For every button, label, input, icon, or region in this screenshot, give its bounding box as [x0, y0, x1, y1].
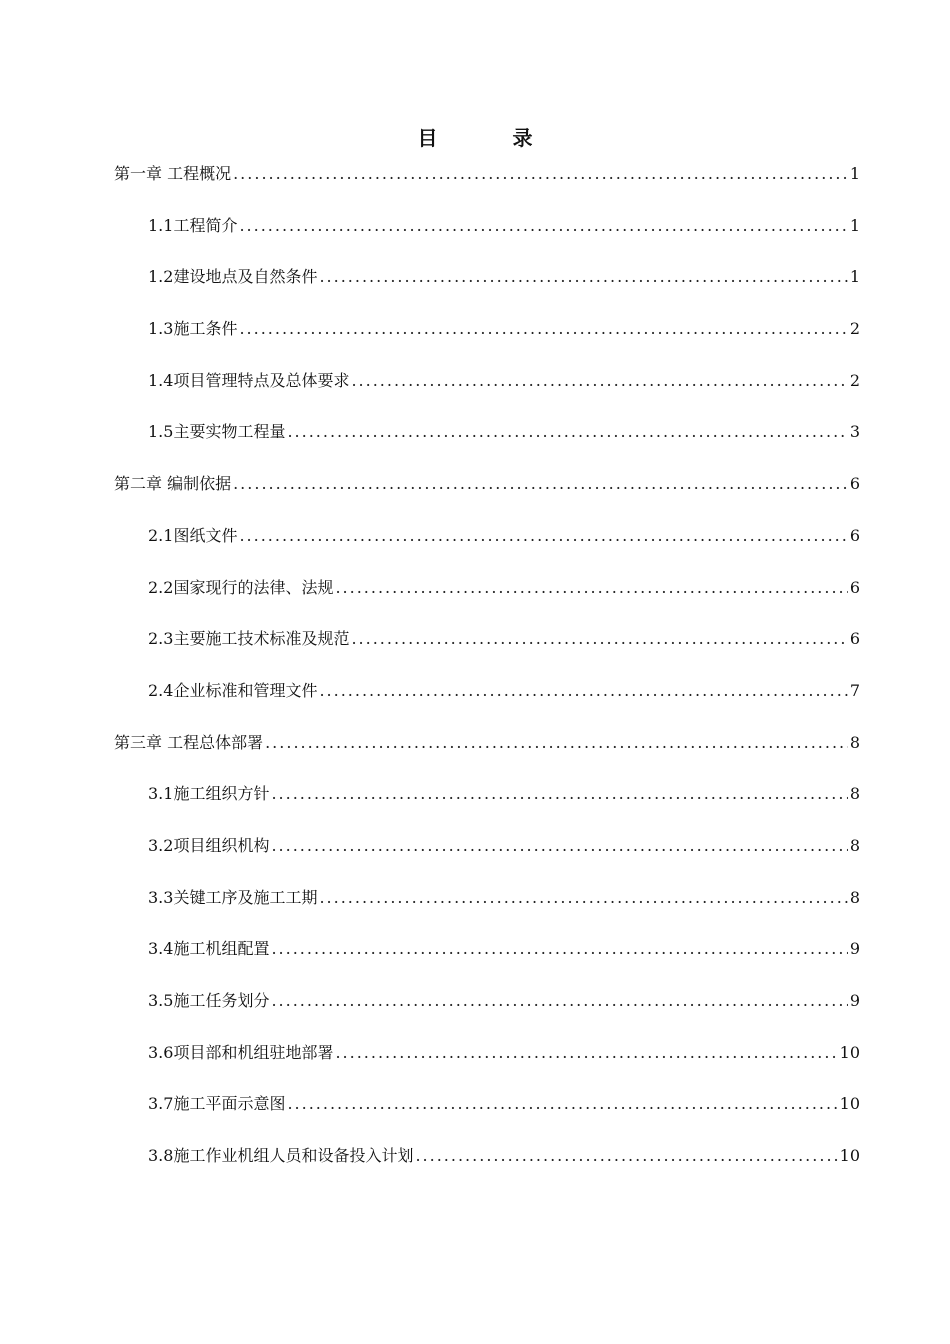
toc-entry-label: 2.2国家现行的法律、法规 [148, 577, 334, 597]
toc-dot-leader [319, 886, 847, 910]
toc-title: 目 录 [417, 126, 567, 150]
toc-section-entry[interactable] [114, 1144, 860, 1196]
toc-page-number: 8 [849, 784, 860, 804]
toc-page-number: 1 [849, 164, 860, 183]
toc-section-entry[interactable] [114, 214, 860, 266]
toc-dot-leader [319, 265, 847, 289]
toc-section-entry[interactable] [114, 886, 860, 938]
toc-entry-label: 2.4企业标准和管理文件 [148, 680, 318, 700]
toc-page-number: 1 [849, 267, 860, 287]
toc-section-entry[interactable] [114, 834, 860, 886]
toc-page-number: 3 [849, 422, 860, 442]
toc-page-number: 10 [839, 1094, 860, 1114]
toc-page-number: 2 [849, 370, 860, 390]
toc-section-entry[interactable] [114, 1092, 860, 1144]
toc-page-number: 6 [849, 577, 860, 597]
toc-page-number: 1 [849, 215, 860, 235]
toc-entry-label: 第三章 工程总体部署 [114, 732, 264, 752]
toc-page-number: 2 [849, 319, 860, 339]
toc-chapter-entry[interactable] [114, 162, 860, 214]
toc-entry-label: 3.2项目组织机构 [148, 835, 270, 855]
toc-section-entry[interactable] [114, 576, 860, 628]
toc-page-number: 9 [849, 991, 860, 1010]
toc-entry-label: 1.5主要实物工程量 [148, 422, 286, 442]
toc-section-entry[interactable] [114, 989, 860, 1041]
toc-page-number: 6 [849, 629, 860, 649]
toc-entry-label: 第一章 工程概况 [114, 164, 232, 183]
toc-dot-leader [415, 1144, 837, 1168]
toc-dot-leader [233, 472, 848, 496]
toc-entry-label: 3.8施工作业机组人员和设备投入计划 [148, 1146, 414, 1166]
toc-page-number: 7 [849, 680, 860, 700]
toc-section-entry[interactable] [114, 782, 860, 834]
toc-page-number: 9 [849, 939, 860, 959]
toc-entry-label: 3.1施工组织方针 [148, 784, 270, 804]
toc-dot-leader [351, 627, 847, 651]
toc-section-entry[interactable] [114, 1041, 860, 1093]
toc-section-entry[interactable] [114, 265, 860, 317]
toc-entry-label: 3.3关键工序及施工工期 [148, 887, 318, 907]
toc-dot-leader [351, 369, 847, 393]
toc-dot-leader [271, 989, 847, 1013]
toc-entry-label: 1.1工程简介 [148, 215, 238, 235]
toc-dot-leader [287, 420, 847, 444]
toc-entry-label: 1.3施工条件 [148, 319, 238, 339]
toc-chapter-entry[interactable] [114, 472, 860, 524]
toc-dot-leader [271, 937, 847, 961]
toc-dot-leader [271, 782, 847, 806]
toc-entry-label: 3.4施工机组配置 [148, 939, 270, 959]
toc-page-number: 6 [849, 474, 860, 494]
toc-dot-leader [271, 834, 847, 858]
toc-section-entry[interactable] [114, 369, 860, 421]
toc-dot-leader [335, 576, 847, 600]
toc-list [114, 162, 860, 1196]
toc-page-number: 10 [839, 1146, 860, 1166]
toc-page-number: 8 [849, 835, 860, 855]
toc-entry-label: 3.6项目部和机组驻地部署 [148, 1042, 334, 1062]
toc-page-number: 8 [849, 887, 860, 907]
toc-page-number: 6 [849, 525, 860, 545]
toc-entry-label: 第二章 编制依据 [114, 474, 232, 494]
toc-dot-leader [265, 731, 848, 755]
toc-dot-leader [239, 317, 847, 341]
toc-dot-leader [319, 679, 847, 703]
toc-dot-leader [287, 1092, 837, 1116]
toc-entry-label: 1.2建设地点及自然条件 [148, 267, 318, 287]
toc-entry-label: 2.3主要施工技术标准及规范 [148, 629, 350, 649]
toc-entry-label: 2.1图纸文件 [148, 525, 238, 545]
toc-dot-leader [239, 214, 847, 238]
toc-dot-leader [239, 524, 847, 548]
toc-entry-label: 3.5施工任务划分 [148, 991, 270, 1010]
toc-section-entry[interactable] [114, 937, 860, 989]
toc-page-number: 10 [839, 1042, 860, 1062]
toc-section-entry[interactable] [114, 627, 860, 679]
toc-section-entry[interactable] [114, 317, 860, 369]
toc-section-entry[interactable] [114, 420, 860, 472]
toc-page-number: 8 [849, 732, 860, 752]
toc-section-entry[interactable] [114, 524, 860, 576]
toc-entry-label: 3.7施工平面示意图 [148, 1094, 286, 1114]
toc-chapter-entry[interactable] [114, 731, 860, 783]
toc-dot-leader [233, 162, 848, 186]
toc-section-entry[interactable] [114, 679, 860, 731]
toc-entry-label: 1.4项目管理特点及总体要求 [148, 370, 350, 390]
toc-dot-leader [335, 1041, 837, 1065]
